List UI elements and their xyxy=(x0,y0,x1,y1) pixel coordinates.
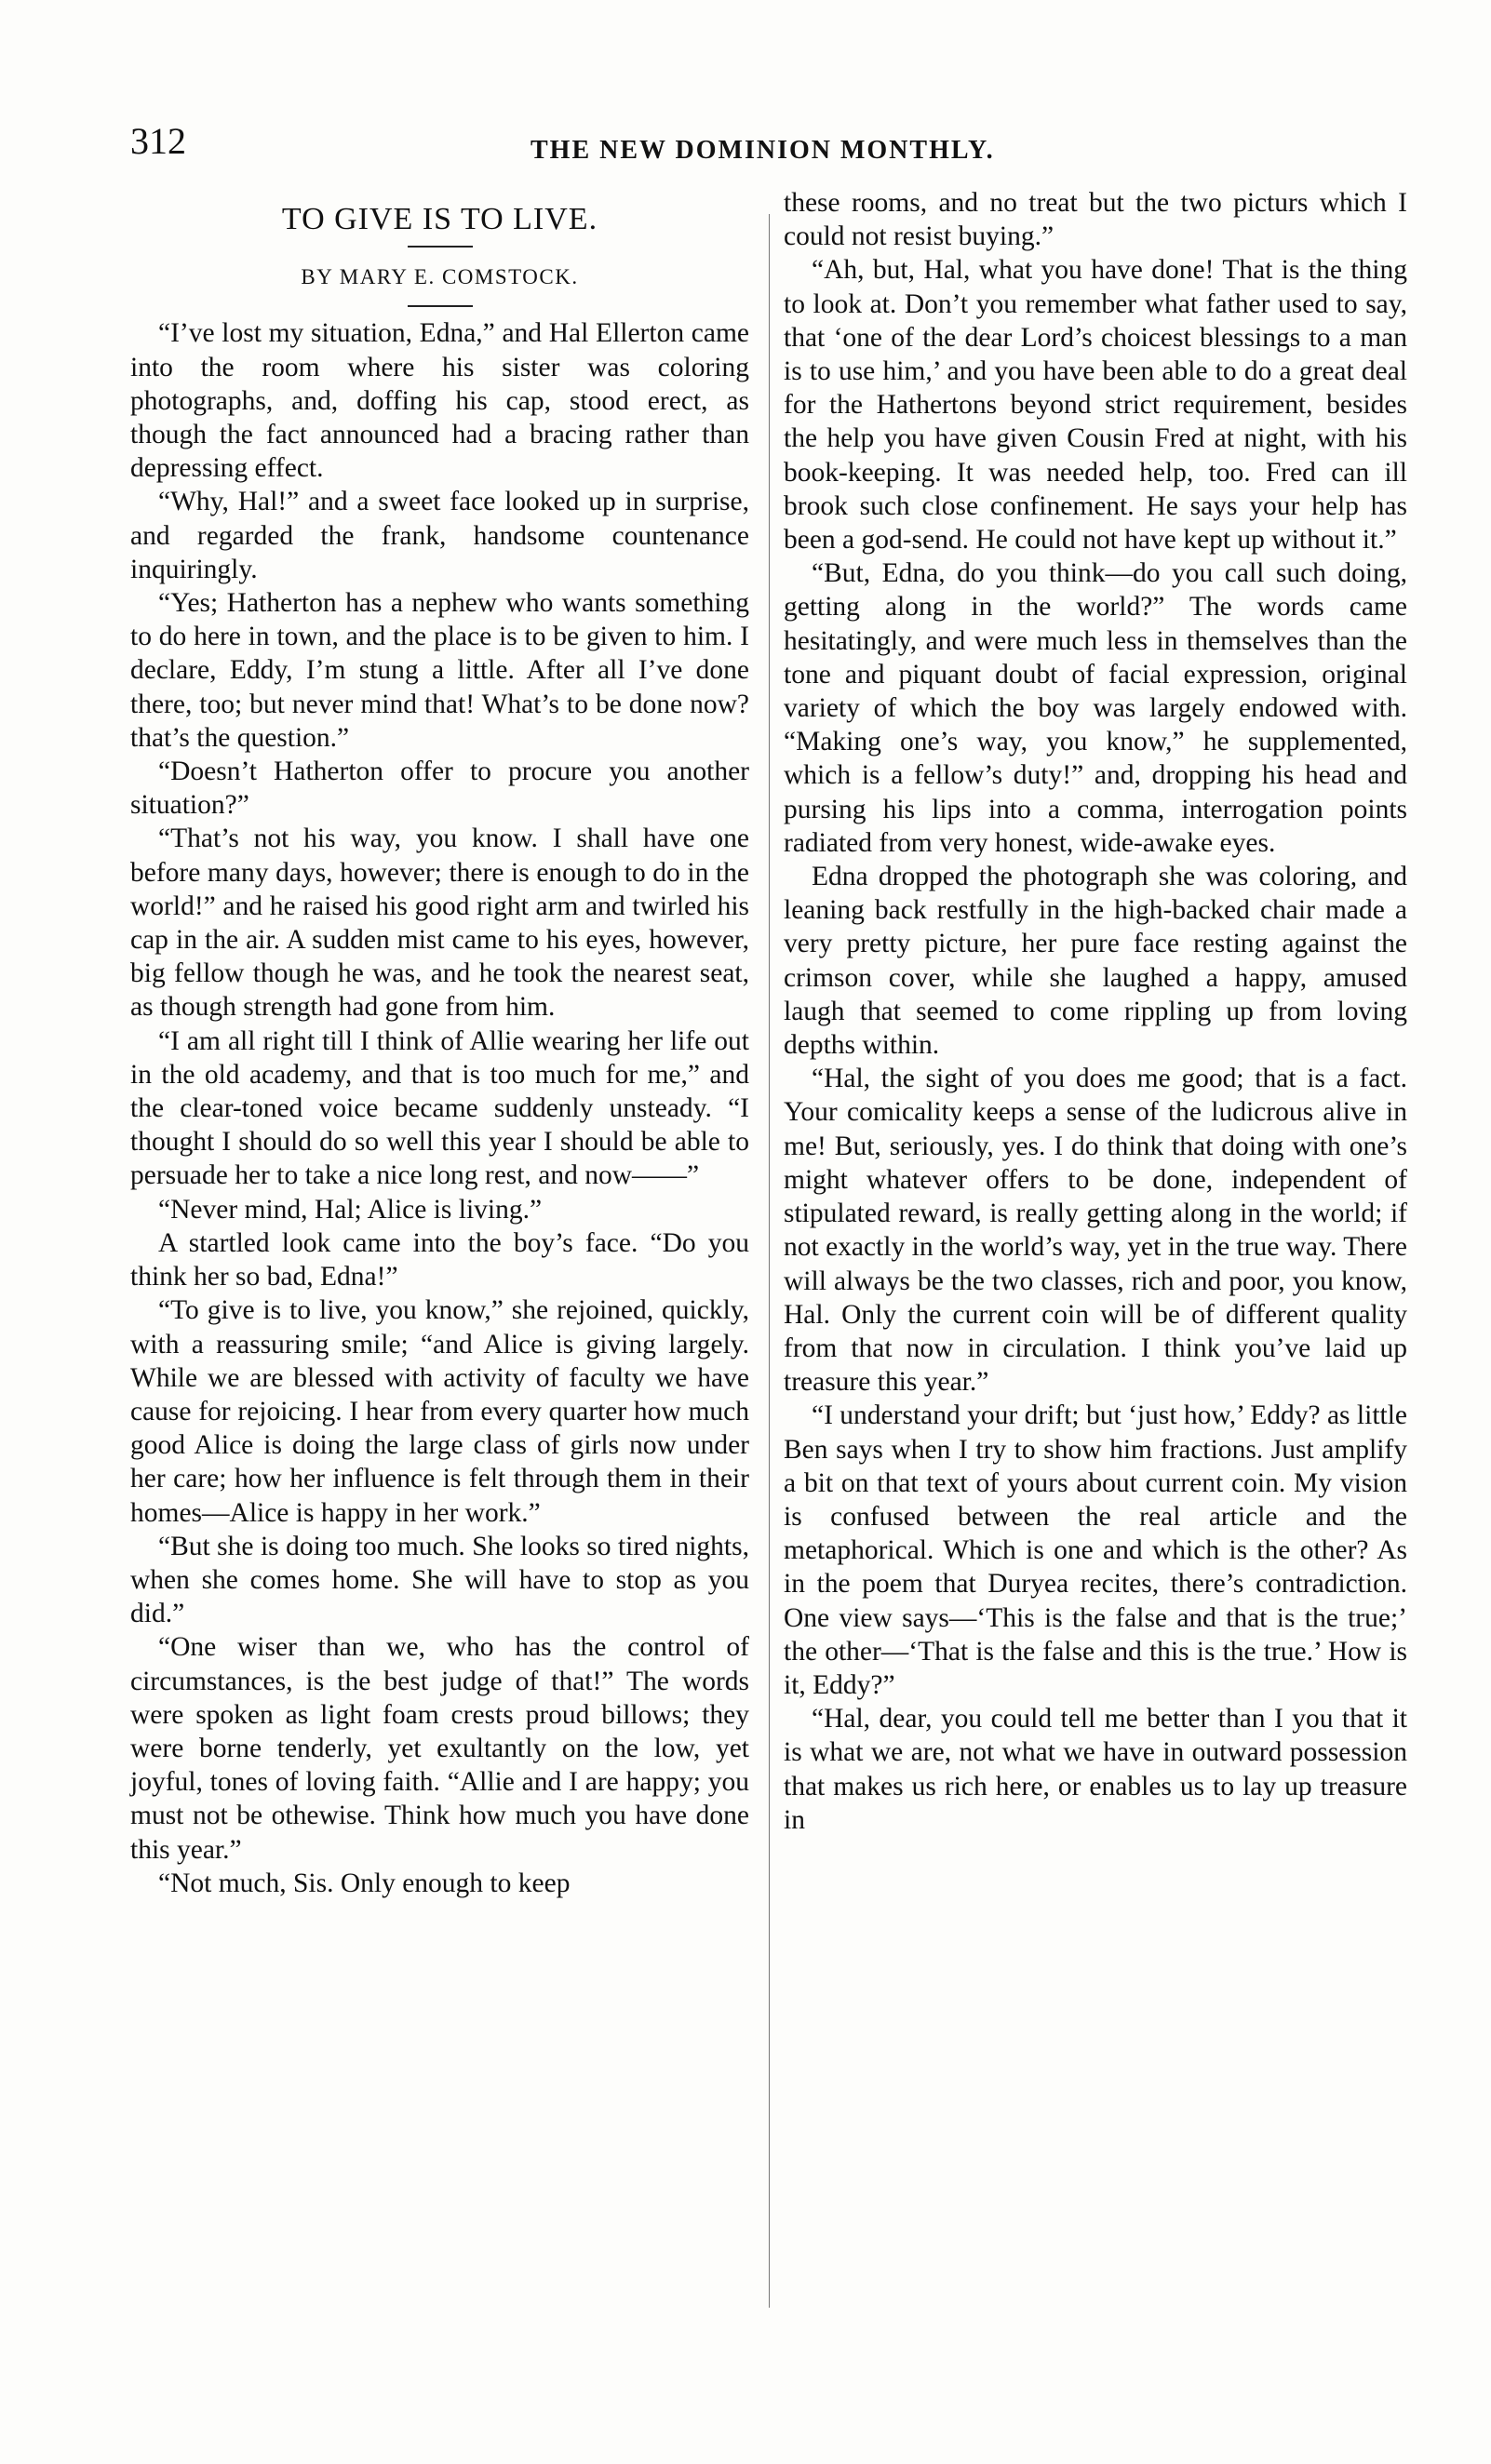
paragraph: Edna dropped the photograph she was coloring, and leaning back restfully in the high-backed chair made a very pretty picture, her pure face resting against the crimson cover, while she laughed a happy, amused laugh that seemed to come rippling up from loving depths within. xyxy=(784,862,1407,1061)
byline-rule xyxy=(408,305,473,307)
paragraph: “Yes; Hatherton has a nephew who wants something to do here in town, and the place is to be given to him. I declare, Eddy, I’m stung a little. After all I’ve done there, too; but never mind that! What’s to be done now? that’s the question.” xyxy=(130,588,749,753)
paragraph: “That’s not his way, you know. I shall have one before many days, however; there is enough to do in the world!” and he raised his good right arm and twirled his cap in the air. A sudden mist came to his eyes, however, big fellow though he was, and he took the nearest seat, as though strength had gone from him. xyxy=(130,824,749,1023)
right-column xyxy=(784,186,1407,1837)
paragraph: A startled look came into the boy’s face. “Do you think her so bad, Edna!” xyxy=(130,1227,749,1292)
paragraph: “But, Edna, do you think—do you call such doing, getting along in the world?” The words came hesitatingly, and were much less in themselves than the tone and piquant doubt of facial expression, original variety of which the boy was largely endowed with. “Making one’s way, you know,” he supplemented, which is a fellow’s duty!” and, dropping his head and pursing his lips into a comma, interrogation points radiated from very honest, wide-awake eyes. xyxy=(784,558,1407,858)
paragraph: “I am all right till I think of Allie wearing her life out in the old academy, and that is too much for me,” and the clear-toned voice became suddenly unsteady. “I thought I should do so well this year I should be able to persuade her to take a nice long rest, and now——” xyxy=(130,1025,749,1191)
paragraph: “Hal, the sight of you does me good; that is a fact. Your comicality keeps a sense of the ludicrous alive in me! But, seriously, yes. I do think that doing with one’s might whatever offers to be done, independent of stipulated reward, is really getting along in the world; if not exactly in the world’s way, yet in the true way. There will always be the two classes, rich and poor, you know, Hal. Only the current coin will be of different quality from that now in circulation. I think you’ve laid up treasure this year.” xyxy=(784,1064,1407,1398)
article-byline: BY MARY E. COMSTOCK. xyxy=(301,265,579,289)
paragraph: “Doesn’t Hatherton offer to procure you another situation?” xyxy=(130,757,749,821)
article-title: TO GIVE IS TO LIVE. xyxy=(281,202,598,236)
paragraph: “Not much, Sis. Only enough to keep xyxy=(158,1868,571,1898)
column-divider xyxy=(769,214,770,2308)
paragraph: “But she is doing too much. She looks so tired nights, when she comes home. She will have to stop as you did.” xyxy=(130,1531,749,1629)
paragraph: “Ah, but, Hal, what you have done! That is the thing to look at. Don’t you remember what father used to say, that ‘one of the dear Lord’s choicest blessings to a man is to use him,’ and you have been able to do a great deal for the Hathertons beyond strict requirement, besides the help you have given Cousin Fred at night, with his book-keeping. It was needed help, too. Fred can ill brook such close confinement. He says your help has been a god-send. He could not have kept up without it.” xyxy=(784,255,1407,556)
paragraph: “Hal, dear, you could tell me better than I you that it is what we are, not what we have in outward possession that makes us rich here, or enables us to lay up treasure in xyxy=(784,1704,1407,1835)
page-number: 312 xyxy=(130,120,186,162)
paragraph: “Never mind, Hal; Alice is living.” xyxy=(158,1194,543,1225)
title-rule xyxy=(408,246,473,248)
running-head: THE NEW DOMINION MONTHLY. xyxy=(531,136,995,165)
paragraph: “One wiser than we, who has the control of circumstances, is the best judge of that!” The words were spoken as light foam crests proud billows; they were borne tenderly, yet exultantly on the low, yet joyful, tones of loving faith. “Allie and I are happy; you must not be othewise. Think how much you have done this year.” xyxy=(130,1632,749,1865)
paragraph: “To give is to live, you know,” she rejoined, quickly, with a reassuring smile; “and Alice is giving largely. While we are blessed with activity of faculty we have cause for rejoicing. I hear from every quarter how much good Alice is doing the large class of girls now under her care; how her influence is felt through them in their homes—Alice is happy in her work.” xyxy=(130,1295,749,1528)
left-column xyxy=(130,186,749,1900)
paragraph: “I’ve lost my situation, Edna,” and Hal Ellerton came into the room where his sister was coloring photographs, and, doffing his cap, stood erect, as though the fact announced had a bracing rather than depressing effect. xyxy=(130,318,749,484)
paragraph: “Why, Hal!” and a sweet face looked up in surprise, and regarded the frank, handsome countenance inquiringly. xyxy=(130,487,749,584)
paragraph: “I understand your drift; but ‘just how,’ Eddy? as little Ben says when I try to show him fractions. Just amplify a bit on that text of yours about current coin. My vision is confused between the real article and the metaphorical. Which is one and which is the other? As in the poem that Duryea recites, there’s contradiction. One view says—‘This is the false and that is the true;’ the other—‘That is the false and this is the true.’ How is it, Eddy?” xyxy=(784,1400,1407,1700)
paragraph: these rooms, and no treat but the two picturs which I could not resist buying.” xyxy=(784,188,1407,252)
